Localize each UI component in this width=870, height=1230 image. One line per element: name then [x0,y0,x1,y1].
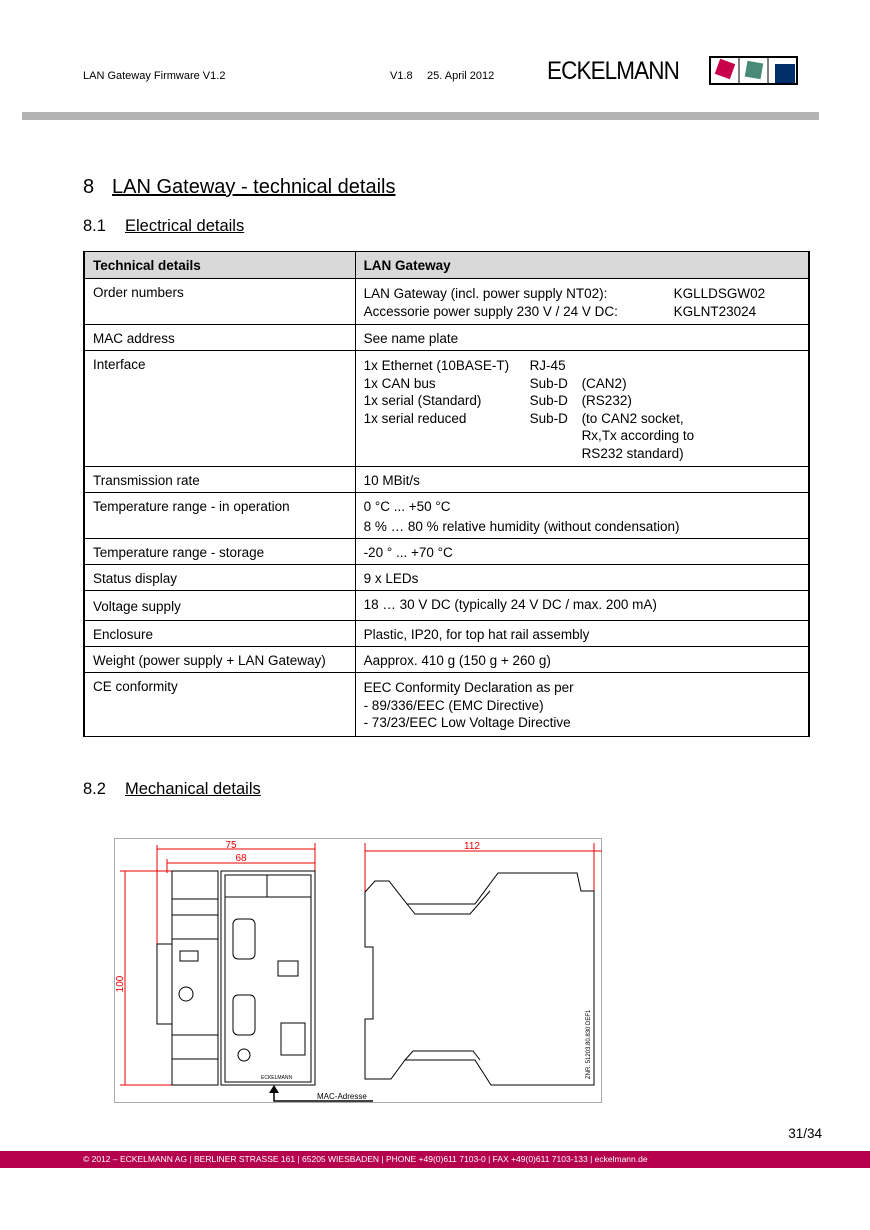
table-cell: LAN Gateway [355,252,809,279]
interface-cell: Rx,Tx according to [581,428,695,443]
technical-details-table [83,251,810,737]
interface-cell: Sub-D [529,375,568,391]
interface-cell [530,445,582,463]
interface-list [364,357,800,462]
interface-cell [530,427,582,445]
dimension-drawing [115,839,603,1104]
table-row [84,673,809,737]
interface-cell: (CAN2) [581,375,627,391]
table-cell: Transmission rate [84,467,355,493]
dimension-lines [120,843,602,1085]
doc-date: 25. April 2012 [427,70,495,82]
table-cell: See name plate [355,325,809,351]
dim-100: 100 [115,975,126,993]
interface-cell: Sub-D [529,393,568,408]
table-cell: -20 ° ... +70 °C [355,539,809,565]
mac-address-label: MAC-Adresse [317,1092,367,1101]
table-cell: Technical details [84,252,355,279]
table-cell: LAN Gateway (incl. power supply NT02): KGLLDSGW02 Accessorie power supply 230 V / 24 V DC: KGLNT23024 [355,279,809,325]
section-heading: 8 LAN Gateway - technical details [83,176,396,198]
page-number: 31/34 [788,1126,822,1141]
table-cell: 10 MBit/s [355,467,809,493]
interface-cell: 1x serial (Standard) [363,393,482,408]
front-view [157,871,315,1085]
subsection-heading-mechanical: 8.2 Mechanical details [83,780,261,798]
table-cell: 18 … 30 V DC (typically 24 V DC / max. 200 mA) [355,591,809,621]
table-row [84,565,809,591]
table-cell: Enclosure [84,621,355,647]
table-row [84,591,809,621]
table-cell: Interface [84,351,355,467]
header-divider [22,112,819,120]
table-row [84,647,809,673]
table-row [84,539,809,565]
subsection-heading-electrical: 8.1 Electrical details [83,217,245,235]
interface-cell: RJ-45 [529,358,566,373]
table-cell: Temperature range - in operation [84,493,355,539]
table-cell: 9 x LEDs [355,565,809,591]
interface-cell: Sub-D [529,410,568,426]
table-cell: Aapprox. 410 g (150 g + 260 g) [355,647,809,673]
table-row [84,467,809,493]
table-cell: Voltage supply [84,591,355,621]
logo-squares-icon [709,56,799,86]
table-row [84,325,809,351]
logo-text: ECKELMANN [547,56,679,85]
eckelmann-logo [547,56,799,86]
interface-cell: (RS232) [581,393,632,408]
table-cell: Order numbers [84,279,355,325]
table-cell: EEC Conformity Declaration as per - 89/336/EEC (EMC Directive) - 73/23/EEC Low Voltage Directive [355,673,809,737]
doc-title: LAN Gateway Firmware V1.2 [83,70,226,82]
interface-cell: 1x serial reduced [363,410,467,426]
footer-text: © 2012 – ECKELMANN AG | BERLINER STRASSE 161 | 65205 WIESBADEN | PHONE +49(0)611 7103-0 | FAX +49(0)611 7103-133 | eckelmann.de [83,1154,648,1164]
mechanical-drawing [114,838,602,1103]
doc-version: V1.8 [390,70,413,82]
table-cell [355,351,809,467]
table-cell: Weight (power supply + LAN Gateway) [84,647,355,673]
table-header-row [84,252,809,279]
table-row [84,493,809,539]
interface-cell [364,427,530,445]
table-row [84,621,809,647]
table-cell: CE conformity [84,673,355,737]
dim-112: 112 [464,841,480,852]
interface-cell: 1x Ethernet (10BASE-T) [363,358,510,373]
interface-cell: RS232 standard) [581,445,684,461]
footer-bar [0,1151,870,1168]
table-cell: MAC address [84,325,355,351]
interface-cell: (to CAN2 socket, [581,410,684,426]
table-cell: Plastic, IP20, for top hat rail assembly [355,621,809,647]
interface-cell [582,357,800,375]
table-cell: Temperature range - storage [84,539,355,565]
interface-cell: 1x CAN bus [363,375,436,391]
dim-68: 68 [235,853,247,864]
side-view [365,873,594,1085]
front-brand-label: ECKELMANN [261,1075,293,1081]
table-cell: 0 °C ... +50 °C 8 % … 80 % relative humidity (without condensation) [355,493,809,539]
table-row [84,279,809,325]
table-row [84,351,809,467]
table-cell: Status display [84,565,355,591]
interface-cell [364,445,530,463]
drawing-number: ZNR. 51203.80.830 DEF1 [586,1009,592,1079]
dim-75: 75 [225,840,237,851]
